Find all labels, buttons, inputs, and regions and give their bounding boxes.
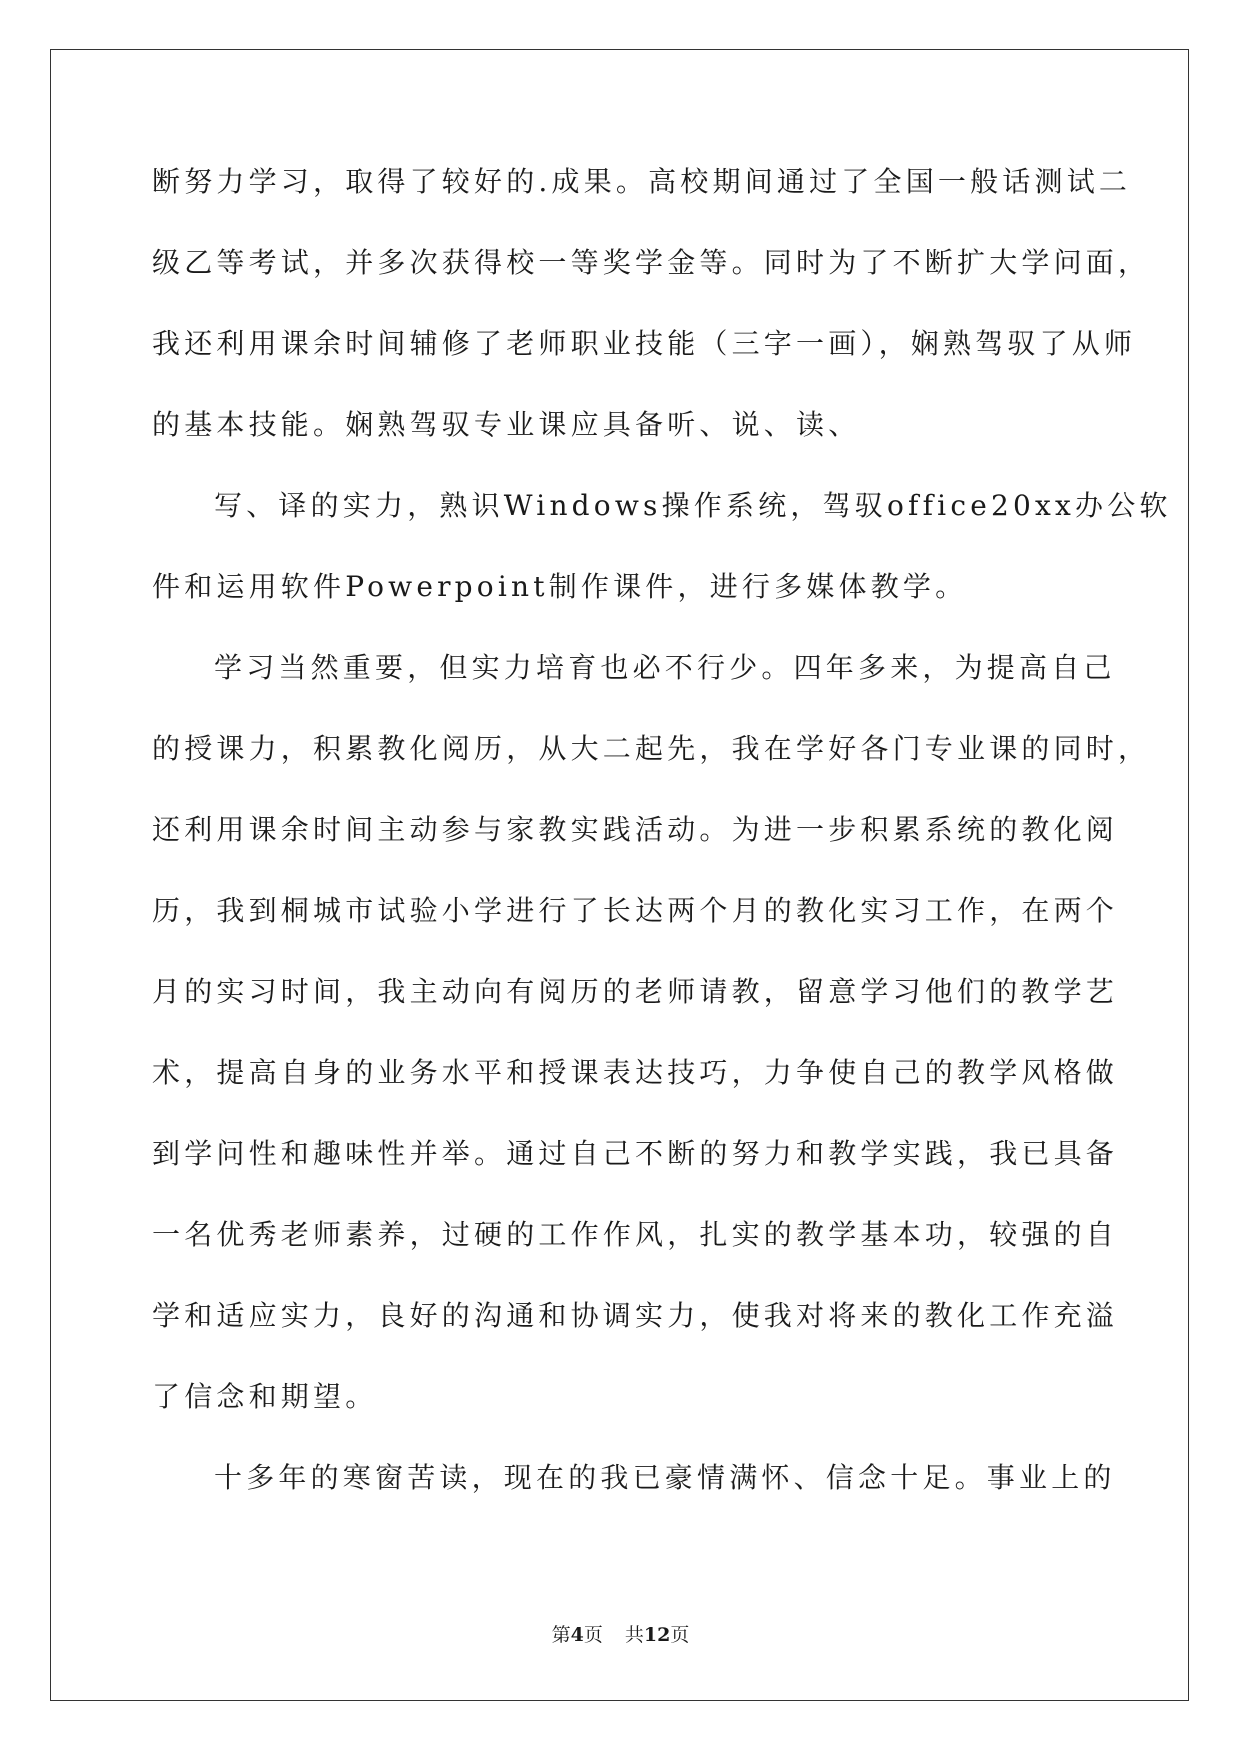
page-suffix: 页: [583, 1624, 603, 1646]
text-line: 学习当然重要，但实力培育也必不行少。四年多来，为提高自己: [214, 651, 1116, 684]
page-footer: [0, 1620, 1241, 1647]
text-line: 还利用课余时间主动参与家教实践活动。为进一步积累系统的教化阅: [152, 813, 1119, 846]
text-line: 的授课力，积累教化阅历，从大二起先，我在学好各门专业课的同时，: [152, 732, 1151, 765]
text-line: 件和运用软件Powerpoint制作课件，进行多媒体教学。: [152, 570, 968, 603]
text-line: 历，我到桐城市试验小学进行了长达两个月的教化实习工作，在两个: [152, 894, 1119, 927]
text-line: 级乙等考试，并多次获得校一等奖学金等。同时为了不断扩大学问面，: [152, 246, 1151, 279]
text-line: 一名优秀老师素养，过硬的工作作风，扎实的教学基本功，较强的自: [152, 1218, 1119, 1251]
total-prefix: 共: [624, 1624, 644, 1646]
page-prefix: 第: [551, 1624, 571, 1646]
total-suffix: 页: [670, 1624, 690, 1646]
text-line: 断努力学习，取得了较好的.成果。高校期间通过了全国一般话测试二: [152, 165, 1132, 198]
page-total: 12: [643, 1624, 671, 1646]
text-line: 术，提高自身的业务水平和授课表达技巧，力争使自己的教学风格做: [152, 1056, 1119, 1089]
text-line: 我还利用课余时间辅修了老师职业技能（三字一画），娴熟驾驭了从师: [152, 327, 1137, 360]
page-number: 4: [570, 1624, 584, 1646]
text-line: 月的实习时间，我主动向有阅历的老师请教，留意学习他们的教学艺: [152, 975, 1119, 1008]
text-line: 学和适应实力，良好的沟通和协调实力，使我对将来的教化工作充溢: [152, 1299, 1119, 1332]
text-line: 到学问性和趣味性并举。通过自己不断的努力和教学实践，我已具备: [152, 1137, 1119, 1170]
document-body: [152, 158, 1172, 1535]
text-line: 十多年的寒窗苦读，现在的我已豪情满怀、信念十足。事业上的: [214, 1461, 1116, 1494]
text-line: 的基本技能。娴熟驾驭专业课应具备听、说、读、: [152, 408, 861, 441]
text-line: 写、译的实力，熟识Windows操作系统，驾驭office20xx办公软: [214, 489, 1172, 522]
text-line: 了信念和期望。: [152, 1380, 378, 1413]
